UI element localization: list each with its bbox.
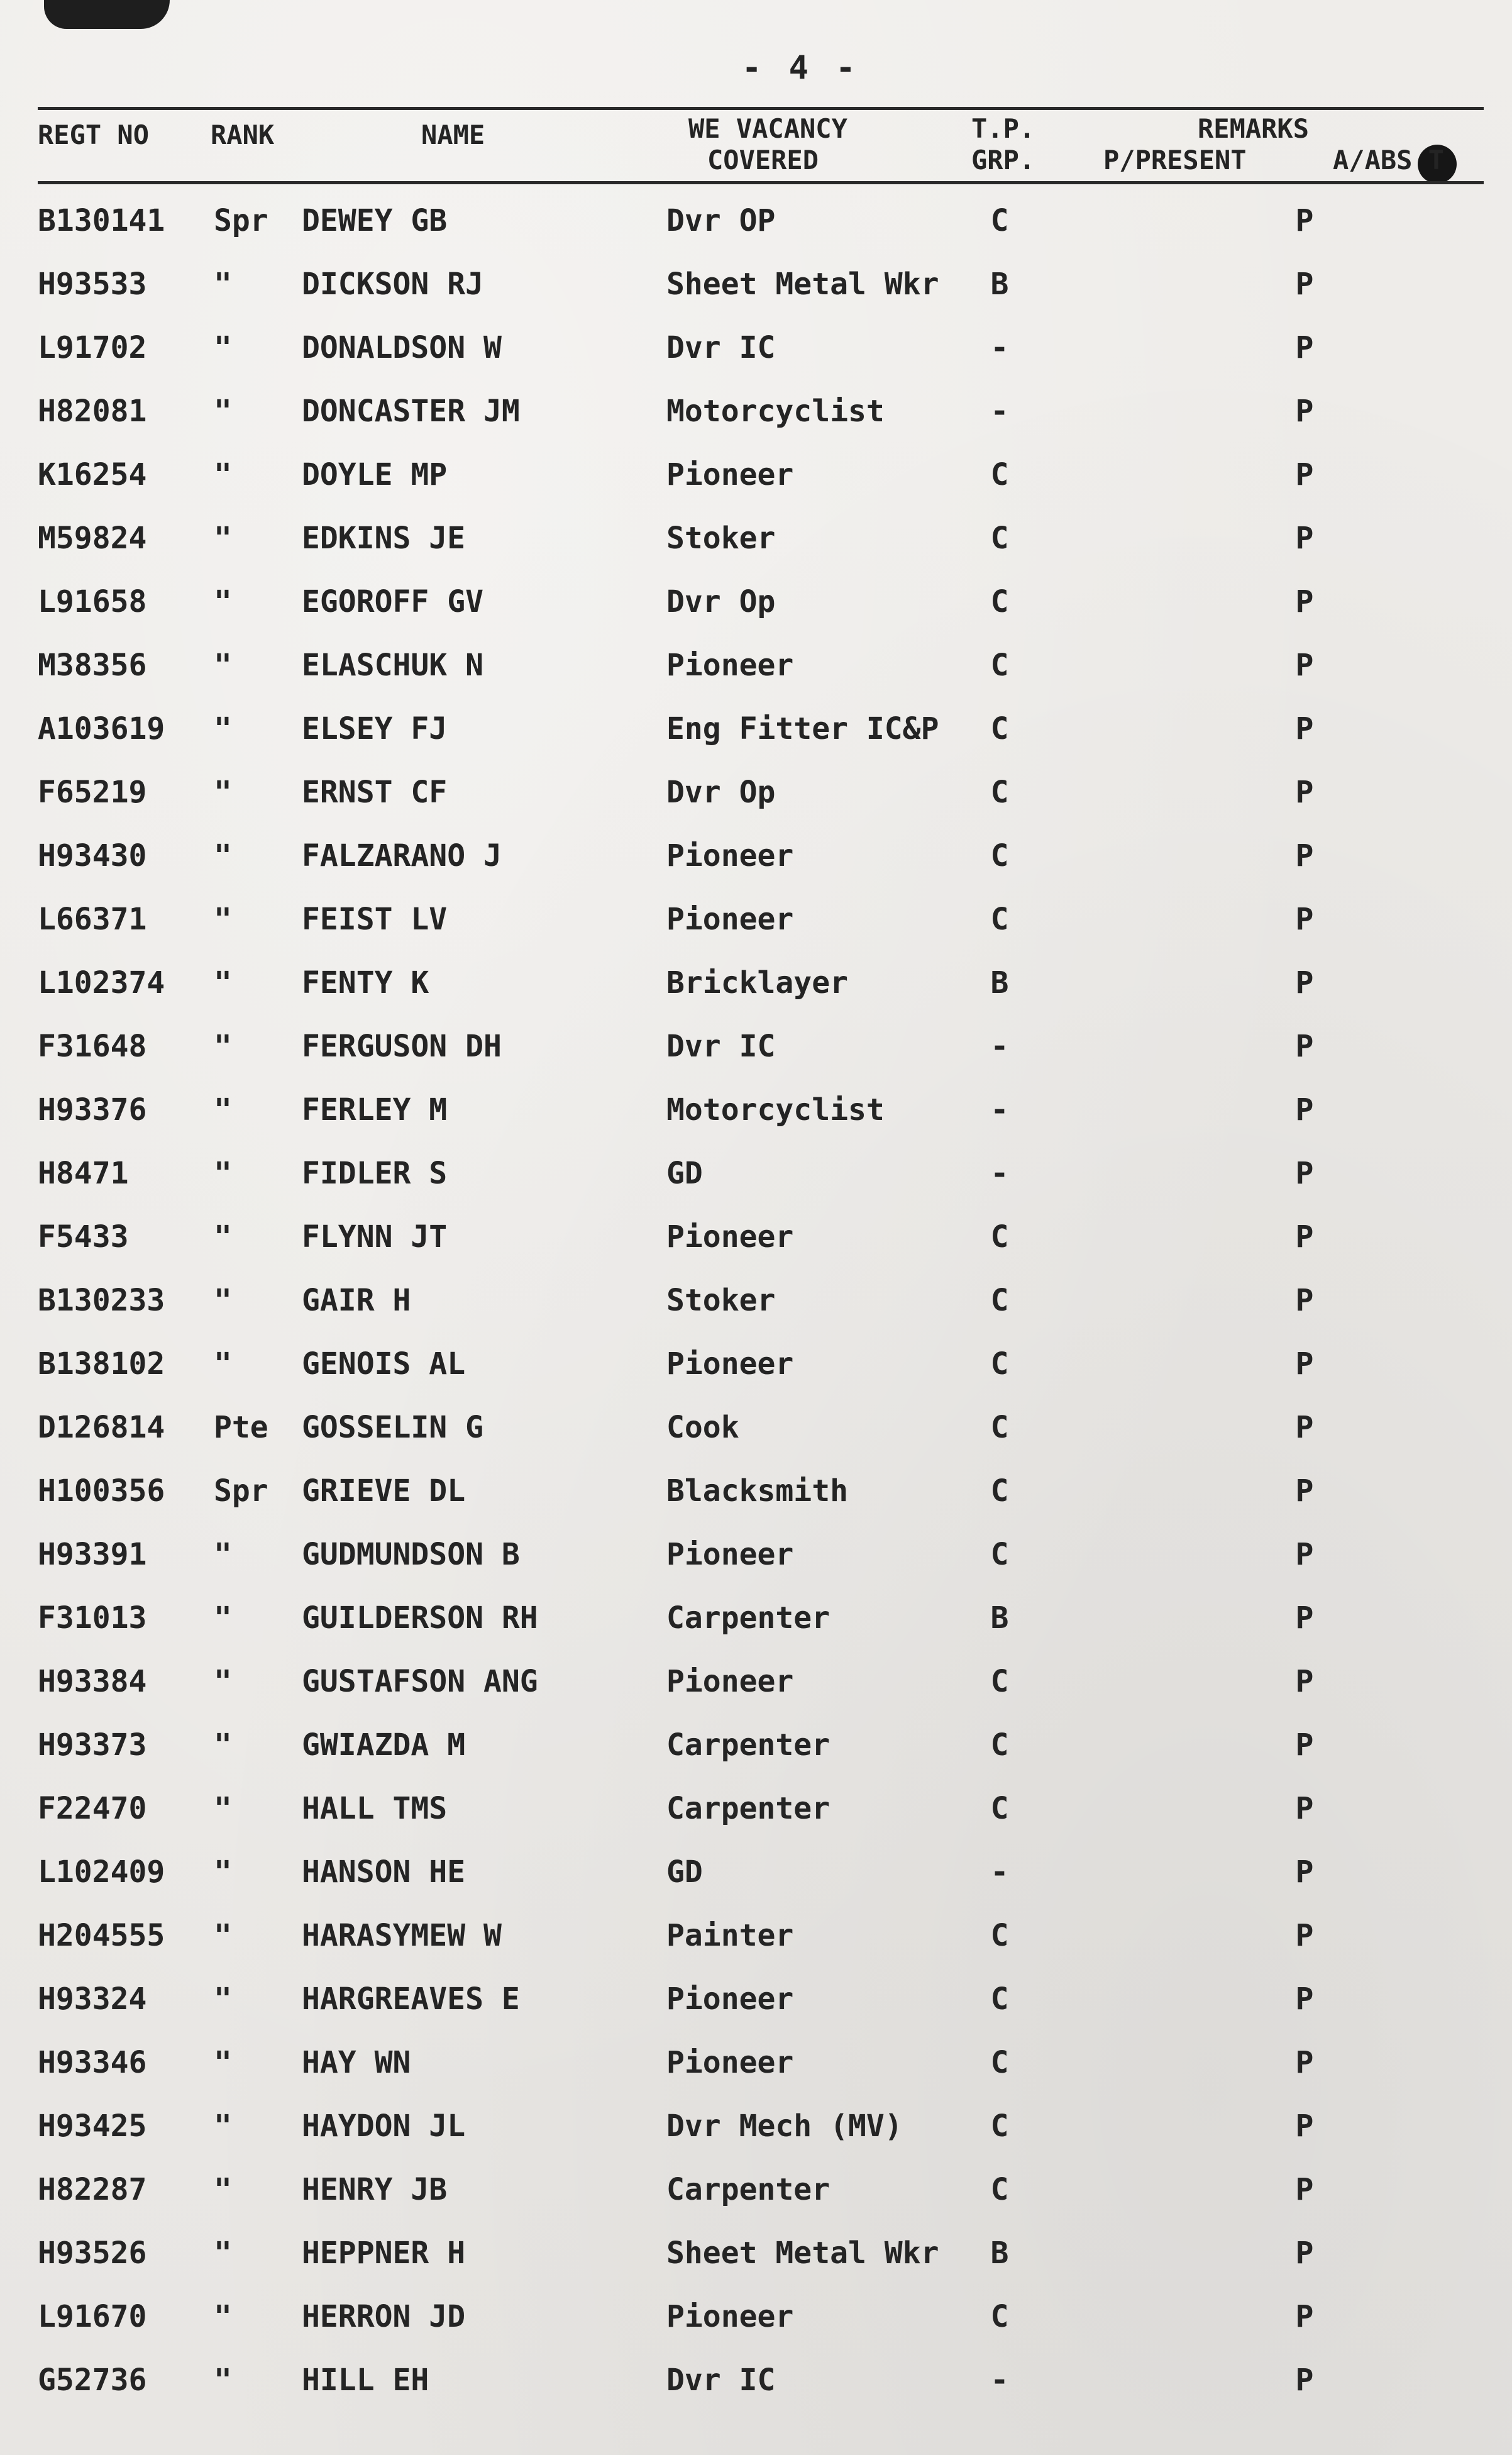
header-remarks: REMARKS: [1198, 113, 1310, 144]
row-remark: P: [1295, 1410, 1314, 1445]
row-tp-grp: C: [990, 1981, 1009, 2017]
row-vacancy: Dvr IC: [666, 330, 776, 365]
row-regt-no: H100356: [38, 1473, 165, 1509]
row-vacancy: Bricklayer: [666, 965, 848, 1000]
row-remark: P: [1295, 1346, 1314, 1382]
row-rank: ": [214, 521, 232, 556]
row-vacancy: Eng Fitter IC&P: [666, 711, 939, 746]
row-vacancy: Dvr IC: [666, 2363, 776, 2398]
row-regt-no: L91658: [38, 584, 147, 619]
row-regt-no: K16254: [38, 457, 147, 492]
row-tp-grp: C: [990, 1918, 1009, 1953]
table-row: [0, 760, 1512, 824]
row-vacancy: Pioneer: [666, 2299, 794, 2334]
row-name: HEPPNER H: [302, 2236, 466, 2271]
ink-blot: [44, 0, 170, 29]
row-name: ERNST CF: [302, 775, 448, 810]
row-tp-grp: C: [990, 1791, 1009, 1826]
row-vacancy: Pioneer: [666, 1981, 794, 2017]
row-remark: P: [1295, 394, 1314, 429]
header-rank: RANK: [211, 119, 275, 150]
row-regt-no: H93430: [38, 838, 147, 873]
table-row: [0, 2348, 1512, 2412]
row-tp-grp: C: [990, 838, 1009, 873]
row-name: HAYDON JL: [302, 2109, 466, 2144]
row-rank: ": [214, 1283, 232, 1318]
row-name: FENTY K: [302, 965, 429, 1000]
row-regt-no: H93384: [38, 1664, 147, 1699]
table-row: [0, 951, 1512, 1014]
row-rank: ": [214, 1664, 232, 1699]
row-regt-no: H93533: [38, 267, 147, 302]
row-name: HERRON JD: [302, 2299, 466, 2334]
row-name: HAY WN: [302, 2045, 411, 2080]
row-vacancy: Cook: [666, 1410, 739, 1445]
row-regt-no: L102374: [38, 965, 165, 1000]
row-rank: ": [214, 1791, 232, 1826]
row-vacancy: Carpenter: [666, 2172, 830, 2207]
row-vacancy: Carpenter: [666, 1791, 830, 1826]
row-vacancy: Sheet Metal Wkr: [666, 2236, 939, 2271]
row-tp-grp: B: [990, 2236, 1009, 2271]
table-row: [0, 506, 1512, 570]
row-remark: P: [1295, 1918, 1314, 1953]
row-regt-no: F31013: [38, 1600, 147, 1636]
table-row: [0, 1014, 1512, 1078]
row-remark: P: [1295, 267, 1314, 302]
row-tp-grp: C: [990, 1410, 1009, 1445]
row-vacancy: Pioneer: [666, 838, 794, 873]
row-name: GAIR H: [302, 1283, 411, 1318]
table-row: [0, 316, 1512, 379]
row-vacancy: Stoker: [666, 1283, 776, 1318]
row-name: HARASYMEW W: [302, 1918, 502, 1953]
table-row: [0, 824, 1512, 887]
row-regt-no: F31648: [38, 1029, 147, 1064]
row-tp-grp: C: [990, 711, 1009, 746]
row-regt-no: H8471: [38, 1156, 129, 1191]
row-name: GUDMUNDSON B: [302, 1537, 520, 1572]
row-vacancy: Pioneer: [666, 2045, 794, 2080]
row-rank: ": [214, 1346, 232, 1382]
row-regt-no: H82287: [38, 2172, 147, 2207]
row-rank: Spr: [214, 1473, 268, 1509]
row-rank: ": [214, 648, 232, 683]
table-row: [0, 252, 1512, 316]
row-remark: P: [1295, 648, 1314, 683]
row-vacancy: Motorcyclist: [666, 394, 885, 429]
row-name: ELSEY FJ: [302, 711, 448, 746]
row-remark: P: [1295, 330, 1314, 365]
table-row: [0, 1904, 1512, 1967]
row-name: GRIEVE DL: [302, 1473, 466, 1509]
row-regt-no: D126814: [38, 1410, 165, 1445]
table-row: [0, 1268, 1512, 1332]
row-tp-grp: C: [990, 2109, 1009, 2144]
table-row: [0, 2285, 1512, 2348]
row-remark: P: [1295, 965, 1314, 1000]
row-tp-grp: -: [990, 1092, 1009, 1128]
row-tp-grp: C: [990, 775, 1009, 810]
row-vacancy: Carpenter: [666, 1600, 830, 1636]
row-rank: ": [214, 838, 232, 873]
row-vacancy: Dvr OP: [666, 203, 776, 238]
row-regt-no: B130141: [38, 203, 165, 238]
table-row: [0, 1395, 1512, 1459]
row-tp-grp: C: [990, 902, 1009, 937]
row-rank: ": [214, 584, 232, 619]
header-tp-line2: GRP.: [971, 145, 1035, 175]
row-vacancy: Dvr IC: [666, 1029, 776, 1064]
row-remark: P: [1295, 1791, 1314, 1826]
row-regt-no: L66371: [38, 902, 147, 937]
row-remark: P: [1295, 838, 1314, 873]
row-regt-no: M38356: [38, 648, 147, 683]
row-tp-grp: C: [990, 1219, 1009, 1255]
header-bottom-rule: [38, 181, 1484, 184]
table-row: [0, 1141, 1512, 1205]
row-tp-grp: B: [990, 1600, 1009, 1636]
row-regt-no: G52736: [38, 2363, 147, 2398]
row-remark: P: [1295, 457, 1314, 492]
row-tp-grp: C: [990, 521, 1009, 556]
row-regt-no: F22470: [38, 1791, 147, 1826]
row-remark: P: [1295, 1219, 1314, 1255]
row-rank: ": [214, 711, 232, 746]
table-row: [0, 1586, 1512, 1649]
table-row: [0, 1967, 1512, 2031]
row-tp-grp: -: [990, 330, 1009, 365]
row-vacancy: Dvr Op: [666, 775, 776, 810]
row-name: ELASCHUK N: [302, 648, 483, 683]
row-name: FLYNN JT: [302, 1219, 448, 1255]
row-remark: P: [1295, 1283, 1314, 1318]
row-tp-grp: C: [990, 1473, 1009, 1509]
row-tp-grp: C: [990, 1346, 1009, 1382]
row-rank: ": [214, 1600, 232, 1636]
row-remark: P: [1295, 711, 1314, 746]
row-regt-no: H93324: [38, 1981, 147, 2017]
row-vacancy: Painter: [666, 1918, 794, 1953]
table-row: [0, 887, 1512, 951]
table-row: [0, 2221, 1512, 2285]
row-tp-grp: B: [990, 965, 1009, 1000]
row-name: HILL EH: [302, 2363, 429, 2398]
table-row: [0, 570, 1512, 633]
row-rank: ": [214, 394, 232, 429]
table-row: [0, 1713, 1512, 1776]
row-remark: P: [1295, 1092, 1314, 1128]
table-row: [0, 1649, 1512, 1713]
row-rank: ": [214, 457, 232, 492]
row-name: HALL TMS: [302, 1791, 448, 1826]
row-remark: P: [1295, 1156, 1314, 1191]
row-tp-grp: C: [990, 2045, 1009, 2080]
row-regt-no: L91670: [38, 2299, 147, 2334]
row-tp-grp: C: [990, 1664, 1009, 1699]
header-name: NAME: [421, 119, 485, 150]
row-rank: Spr: [214, 203, 268, 238]
header-top-rule: [38, 107, 1484, 110]
row-vacancy: Pioneer: [666, 1664, 794, 1699]
page-number: - 4 -: [742, 49, 859, 87]
row-rank: ": [214, 330, 232, 365]
row-tp-grp: C: [990, 1727, 1009, 1763]
row-name: FIDLER S: [302, 1156, 448, 1191]
row-remark: P: [1295, 1600, 1314, 1636]
row-name: DEWEY GB: [302, 203, 448, 238]
row-tp-grp: -: [990, 1029, 1009, 1064]
row-name: DICKSON RJ: [302, 267, 483, 302]
row-name: EDKINS JE: [302, 521, 466, 556]
row-rank: ": [214, 775, 232, 810]
row-vacancy: Pioneer: [666, 1537, 794, 1572]
row-remark: P: [1295, 1473, 1314, 1509]
row-rank: ": [214, 2363, 232, 2398]
row-tp-grp: C: [990, 457, 1009, 492]
row-regt-no: L102409: [38, 1854, 165, 1890]
row-rank: ": [214, 2299, 232, 2334]
row-rank: ": [214, 1981, 232, 2017]
table-row: [0, 379, 1512, 443]
row-remark: P: [1295, 902, 1314, 937]
row-vacancy: Stoker: [666, 521, 776, 556]
row-remark: P: [1295, 2236, 1314, 2271]
row-vacancy: Blacksmith: [666, 1473, 848, 1509]
row-rank: ": [214, 2045, 232, 2080]
row-name: GOSSELIN G: [302, 1410, 483, 1445]
row-vacancy: Pioneer: [666, 1219, 794, 1255]
row-tp-grp: -: [990, 1854, 1009, 1890]
header-vacancy-line2: COVERED: [707, 145, 819, 175]
row-regt-no: F5433: [38, 1219, 129, 1255]
row-regt-no: B138102: [38, 1346, 165, 1382]
row-regt-no: L91702: [38, 330, 147, 365]
table-row: [0, 1522, 1512, 1586]
row-tp-grp: C: [990, 584, 1009, 619]
row-regt-no: H93526: [38, 2236, 147, 2271]
row-rank: ": [214, 1854, 232, 1890]
header-present: P/PRESENT: [1103, 145, 1247, 175]
row-name: GWIAZDA M: [302, 1727, 466, 1763]
row-remark: P: [1295, 521, 1314, 556]
row-tp-grp: C: [990, 2172, 1009, 2207]
row-remark: P: [1295, 1727, 1314, 1763]
row-vacancy: Pioneer: [666, 457, 794, 492]
table-row: [0, 1332, 1512, 1395]
row-remark: P: [1295, 2109, 1314, 2144]
row-regt-no: F65219: [38, 775, 147, 810]
table-row: [0, 1078, 1512, 1141]
row-tp-grp: C: [990, 2299, 1009, 2334]
row-remark: P: [1295, 1854, 1314, 1890]
row-rank: ": [214, 1092, 232, 1128]
row-rank: ": [214, 1219, 232, 1255]
row-vacancy: Sheet Metal Wkr: [666, 267, 939, 302]
row-rank: ": [214, 1537, 232, 1572]
header-tp-line1: T.P.: [971, 113, 1035, 144]
row-remark: P: [1295, 1537, 1314, 1572]
table-row: [0, 2158, 1512, 2221]
row-rank: ": [214, 1727, 232, 1763]
row-name: HANSON HE: [302, 1854, 466, 1890]
table-row: [0, 1459, 1512, 1522]
row-rank: ": [214, 1156, 232, 1191]
row-regt-no: B130233: [38, 1283, 165, 1318]
row-tp-grp: C: [990, 203, 1009, 238]
row-name: HENRY JB: [302, 2172, 448, 2207]
row-name: DONCASTER JM: [302, 394, 520, 429]
row-name: HARGREAVES E: [302, 1981, 520, 2017]
row-rank: ": [214, 1918, 232, 1953]
row-vacancy: GD: [666, 1854, 703, 1890]
row-vacancy: Dvr Mech (MV): [666, 2109, 903, 2144]
row-name: FERGUSON DH: [302, 1029, 502, 1064]
row-rank: ": [214, 2172, 232, 2207]
table-row: [0, 1840, 1512, 1904]
table-row: [0, 2094, 1512, 2158]
row-tp-grp: -: [990, 1156, 1009, 1191]
row-remark: P: [1295, 203, 1314, 238]
row-vacancy: Pioneer: [666, 1346, 794, 1382]
row-name: DONALDSON W: [302, 330, 502, 365]
row-tp-grp: -: [990, 2363, 1009, 2398]
header-vacancy-line1: WE VACANCY: [688, 113, 847, 144]
row-tp-grp: -: [990, 394, 1009, 429]
row-name: GUSTAFSON ANG: [302, 1664, 538, 1699]
row-regt-no: M59824: [38, 521, 147, 556]
row-rank: ": [214, 267, 232, 302]
row-regt-no: H93425: [38, 2109, 147, 2144]
row-vacancy: Pioneer: [666, 902, 794, 937]
row-name: FERLEY M: [302, 1092, 448, 1128]
row-name: GENOIS AL: [302, 1346, 466, 1382]
row-regt-no: H93373: [38, 1727, 147, 1763]
table-row: [0, 2031, 1512, 2094]
row-name: FALZARANO J: [302, 838, 502, 873]
row-rank: ": [214, 2236, 232, 2271]
row-remark: P: [1295, 1981, 1314, 2017]
row-regt-no: H93391: [38, 1537, 147, 1572]
row-tp-grp: C: [990, 648, 1009, 683]
table-row: [0, 697, 1512, 760]
row-regt-no: A103619: [38, 711, 165, 746]
row-vacancy: Pioneer: [666, 648, 794, 683]
row-rank: Pte: [214, 1410, 268, 1445]
table-row: [0, 1776, 1512, 1840]
row-tp-grp: C: [990, 1537, 1009, 1572]
row-remark: P: [1295, 2299, 1314, 2334]
row-rank: ": [214, 902, 232, 937]
row-remark: P: [1295, 1664, 1314, 1699]
table-row: [0, 633, 1512, 697]
row-name: EGOROFF GV: [302, 584, 483, 619]
row-remark: P: [1295, 1029, 1314, 1064]
row-remark: P: [1295, 2363, 1314, 2398]
row-regt-no: H82081: [38, 394, 147, 429]
table-row: [0, 189, 1512, 252]
row-vacancy: GD: [666, 1156, 703, 1191]
table-row: [0, 443, 1512, 506]
header-regt-no: REGT NO: [38, 119, 150, 150]
row-tp-grp: B: [990, 267, 1009, 302]
row-regt-no: H204555: [38, 1918, 165, 1953]
row-rank: ": [214, 2109, 232, 2144]
row-vacancy: Carpenter: [666, 1727, 830, 1763]
row-vacancy: Motorcyclist: [666, 1092, 885, 1128]
row-rank: ": [214, 1029, 232, 1064]
row-tp-grp: C: [990, 1283, 1009, 1318]
header-absent: A/ABS T: [1333, 145, 1445, 175]
row-regt-no: H93346: [38, 2045, 147, 2080]
row-remark: P: [1295, 2172, 1314, 2207]
row-remark: P: [1295, 584, 1314, 619]
row-name: GUILDERSON RH: [302, 1600, 538, 1636]
row-regt-no: H93376: [38, 1092, 147, 1128]
row-rank: ": [214, 965, 232, 1000]
row-name: FEIST LV: [302, 902, 448, 937]
row-remark: P: [1295, 775, 1314, 810]
row-remark: P: [1295, 2045, 1314, 2080]
row-name: DOYLE MP: [302, 457, 448, 492]
row-vacancy: Dvr Op: [666, 584, 776, 619]
table-row: [0, 1205, 1512, 1268]
